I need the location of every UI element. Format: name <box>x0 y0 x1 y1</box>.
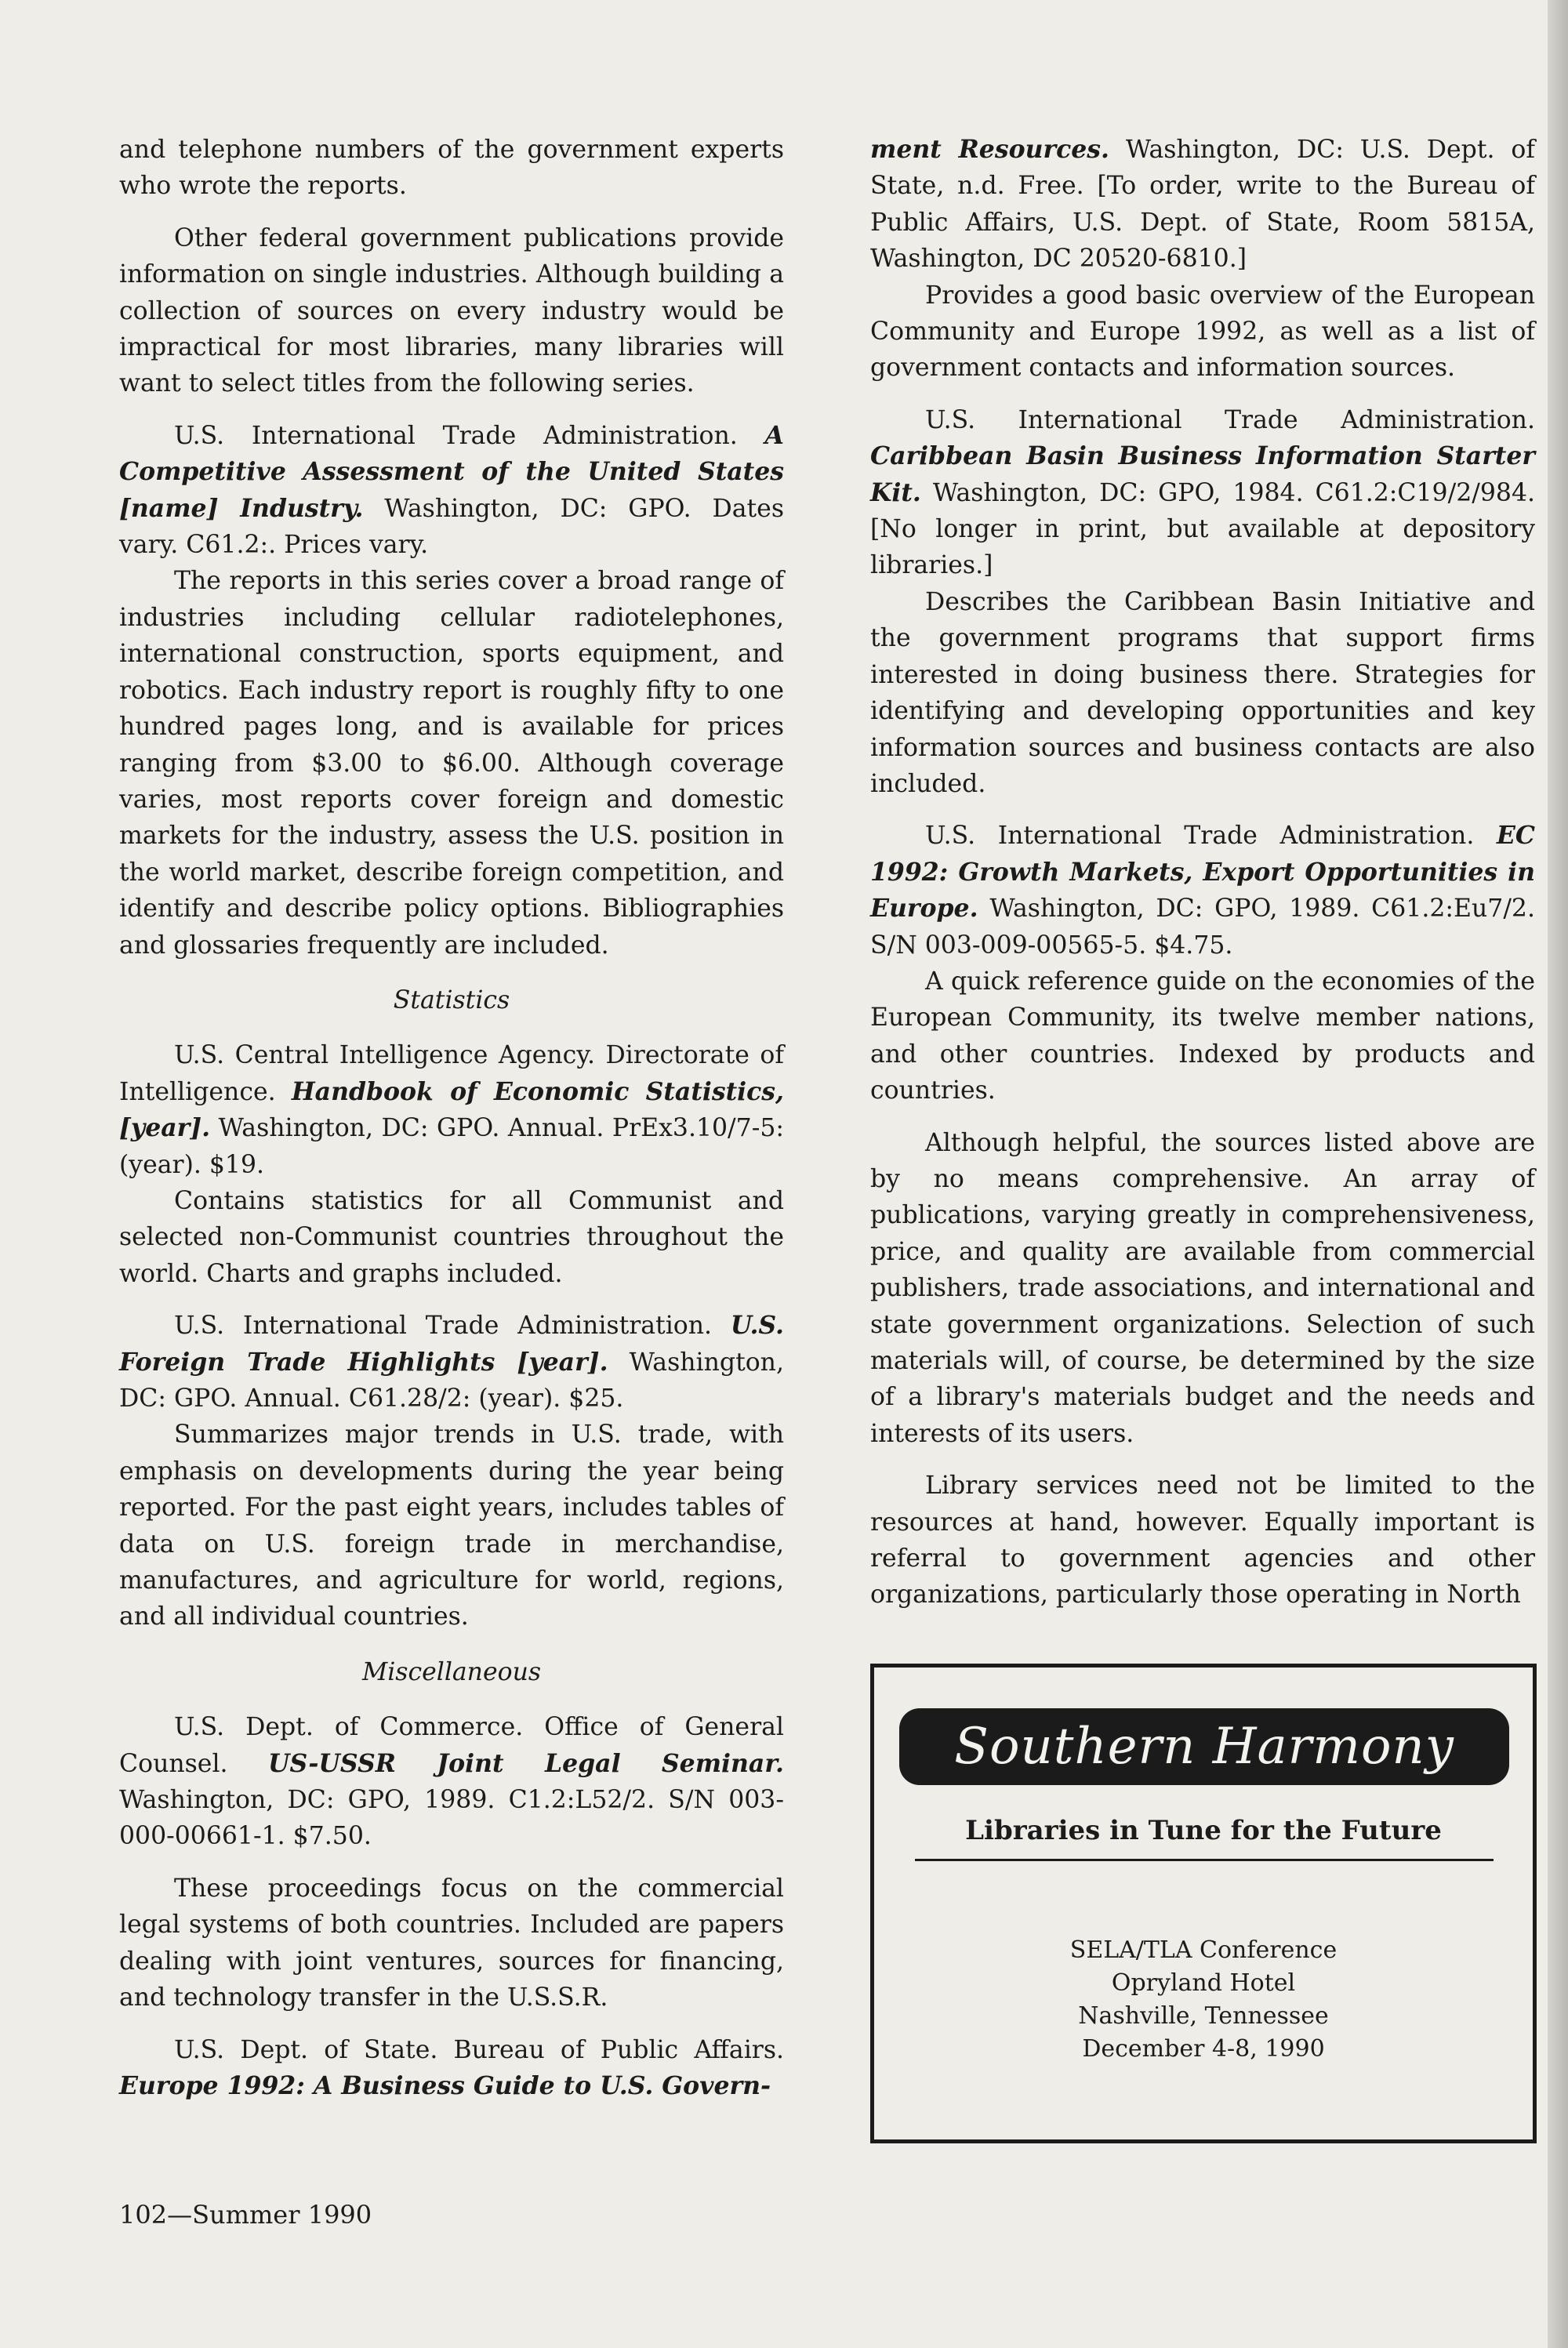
page-footer: 102—Summer 1990 <box>119 2200 372 2230</box>
event-venue: Opryland Hotel <box>1111 1969 1296 1997</box>
citation-title: Europe 1992: A Business Guide to U.S. Govern- <box>119 2070 771 2100</box>
section-heading: Statistics <box>393 985 510 1014</box>
citation-title: US-USSR Joint Legal Seminar. <box>267 1748 784 1778</box>
citation-author: U.S. Dept. of State. Bureau of Public Affairs. <box>174 2035 784 2064</box>
citation-author: U.S. International Trade Administration. <box>174 421 765 450</box>
citation-details: Washington, DC: GPO. Annual. PrEx3.10/7-5: (year). $19. <box>119 1114 784 1179</box>
event-location: Nashville, Tennessee <box>1078 2002 1329 2030</box>
citation-details: Washington, DC: GPO, 1989. C61.2:Eu7/2. S/N 003-009-00565-5. $4.75. <box>870 895 1535 960</box>
section-heading: Miscellaneous <box>361 1657 542 1686</box>
paragraph: and telephone numbers of the government experts who wrote the reports. <box>119 136 784 201</box>
citation-title: U.S. Foreign Trade Highlights [year]. <box>119 1311 784 1377</box>
divider <box>915 1859 1494 1861</box>
citation-entry <box>119 2032 784 2105</box>
banner-title: Southern Harmony <box>954 1718 1454 1776</box>
citation-entry <box>119 418 784 564</box>
advertisement-banner <box>899 1708 1509 1785</box>
citation-author: U.S. International Trade Administration. <box>925 822 1497 851</box>
annotation: The reports in this series cover a broad range of industries including cellular radiotelephones, international construction, sports equipment, and robotics. Each industry report is roughly fifty to one hundred pages long, and is available for prices ranging from $3.00 to $6.00. Although coverage varies, most reports cover foreign and domestic markets for the industry, assess the U.S. position in the world market, describe foreign competition, and identify and describe policy options. Bibliographies and glossaries frequently are included. <box>119 567 784 960</box>
left-column <box>119 132 784 2104</box>
citation-title: EC 1992: Growth Markets, Export Opportunities in Europe. <box>870 821 1535 924</box>
citation-entry <box>870 402 1535 584</box>
citation-author: U.S. International Trade Administration. <box>925 405 1535 434</box>
citation-author: U.S. Dept. of Commerce. Office of General Counsel. <box>119 1713 784 1778</box>
citation-entry-continued <box>870 132 1535 278</box>
paragraph: Other federal government publications provide information on single industries. Although building a collection of sources on every industry would be impractical for most libraries, many libraries will want to select titles from the following series. <box>119 223 784 398</box>
citation-entry <box>119 1037 784 1183</box>
citation-title: Handbook of Economic Statistics, [year]. <box>119 1076 784 1143</box>
conference-advertisement <box>870 1664 1537 2143</box>
event-details <box>874 1934 1533 2066</box>
citation-title: ment Resources. <box>870 135 1109 164</box>
event-name: SELA/TLA Conference <box>1069 1936 1338 1964</box>
citation-entry <box>119 1709 784 1855</box>
citation-entry <box>119 1308 784 1417</box>
citation-details: Washington, DC: GPO, 1989. C1.2:L52/2. S/N 003-000-00661-1. $7.50. <box>119 1786 784 1851</box>
annotation: Provides a good basic overview of the European Community and Europe 1992, as well as a list of government contacts and information sources. <box>870 281 1535 383</box>
citation-author: U.S. International Trade Administration. <box>174 1312 731 1341</box>
citation-entry <box>870 818 1535 964</box>
event-dates: December 4-8, 1990 <box>1082 2035 1325 2063</box>
citation-details: Washington, DC: U.S. Dept. of State, n.d. Free. [To order, write to the Bureau of Public Affairs, U.S. Dept. of State, Room 5815A, Washington, DC 20520-6810.] <box>870 136 1535 274</box>
right-column <box>870 132 1535 1613</box>
annotation: Summarizes major trends in U.S. trade, with emphasis on developments during the year being reported. For the past eight years, includes tables of data on U.S. foreign trade in merchandise, manufactures, and agriculture for world, regions, and all individual countries. <box>119 1421 784 1631</box>
paragraph: Although helpful, the sources listed above are by no means comprehensive. An array of publications, varying greatly in comprehensiveness, price, and quality are available from commercial publishers, trade associations, and international and state government organizations. Selection of such materials will, of course, be determined by the size of a library's materials budget and the needs and interests of its users. <box>870 1128 1535 1448</box>
citation-title: Caribbean Basin Business Information Starter Kit. <box>870 441 1535 507</box>
advertisement-tagline: Libraries in Tune for the Future <box>965 1815 1442 1846</box>
page-edge <box>1548 0 1568 2348</box>
citation-details: Washington, DC: GPO, 1984. C61.2:C19/2/984. [No longer in print, but available at depository libraries.] <box>870 478 1535 580</box>
citation-author: U.S. Central Intelligence Agency. Directorate of Intelligence. <box>119 1041 784 1106</box>
citation-details: Washington, DC: GPO. Annual. C61.28/2: (year). $25. <box>119 1348 784 1413</box>
citation-title: A Competitive Assessment of the United States [name] Industry. <box>119 420 784 523</box>
annotation: A quick reference guide on the economies of the European Community, its twelve member nations, and other countries. Indexed by products and countries. <box>870 967 1535 1105</box>
paragraph: Library services need not be limited to the resources at hand, however. Equally important is referral to government agencies and other organizations, particularly those operating in North <box>870 1472 1535 1609</box>
annotation: These proceedings focus on the commercial legal systems of both countries. Included are papers dealing with joint ventures, sources for financing, and technology transfer in the U.S.S.R. <box>119 1874 784 2012</box>
citation-details: Washington, DC: GPO. Dates vary. C61.2:. Prices vary. <box>119 494 784 560</box>
annotation: Contains statistics for all Communist and selected non-Communist countries throughout the world. Charts and graphs included. <box>119 1186 784 1288</box>
annotation: Describes the Caribbean Basin Initiative and the government programs that support firms interested in doing business there. Strategies for identifying and developing opportunities and key information sources and business contacts are also included. <box>870 587 1535 798</box>
